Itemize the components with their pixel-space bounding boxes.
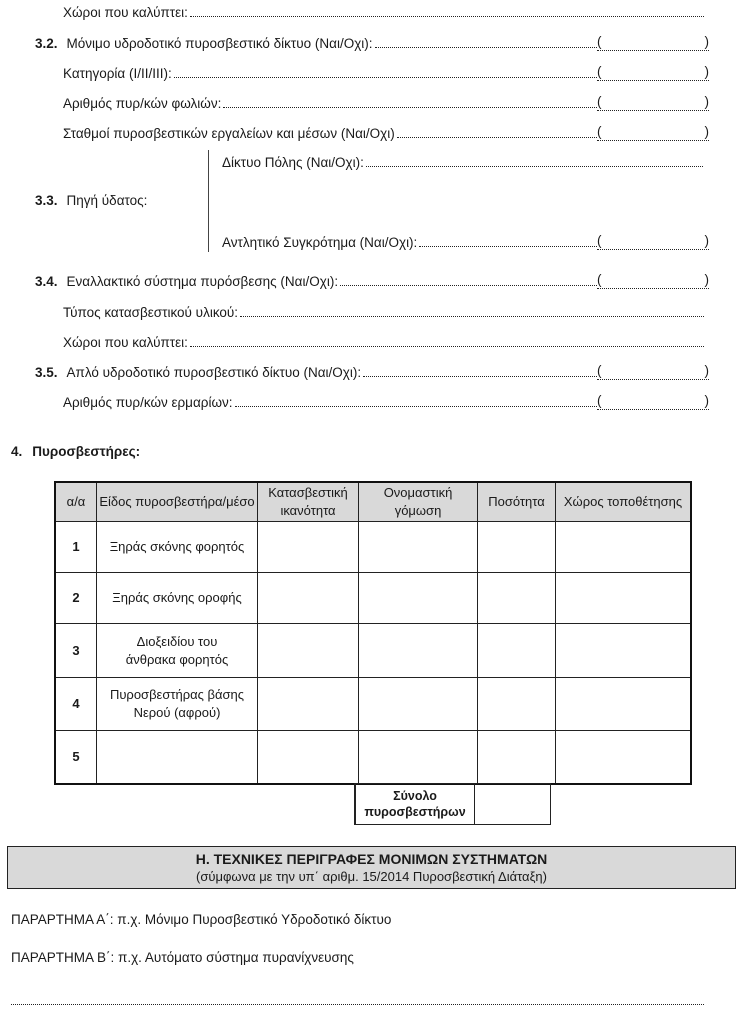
hose-cabinets-field[interactable] bbox=[223, 107, 597, 108]
alt-system-field[interactable] bbox=[340, 285, 597, 286]
bottom-dotted-line[interactable] bbox=[11, 1004, 704, 1005]
total-label: Σύνολο πυροσβεστήρων bbox=[354, 783, 475, 825]
areas-field[interactable] bbox=[190, 16, 704, 17]
col-header: Κατασβεστική ικανότητα bbox=[258, 482, 359, 522]
alt-system-paren-field[interactable]: ( ) bbox=[597, 272, 709, 287]
city-network-field[interactable] bbox=[366, 166, 703, 167]
annex-b: ΠΑΡΑΡΤΗΜΑ Β΄: π.χ. Αυτόματο σύστημα πυρανίχνευσης bbox=[11, 950, 354, 965]
total-row bbox=[354, 783, 551, 825]
pump-label: Αντλητικό Συγκρότημα (Ναι/Οχι): bbox=[222, 235, 418, 250]
alt-areas-field[interactable] bbox=[190, 346, 704, 347]
section-number: 3.4. bbox=[35, 274, 58, 289]
areas-line-top bbox=[63, 5, 704, 20]
row-agent-type bbox=[63, 305, 704, 320]
simple-network-field[interactable] bbox=[363, 376, 597, 377]
pump-paren-field[interactable]: ( ) bbox=[597, 233, 709, 248]
category-label: Κατηγορία (I/II/III): bbox=[63, 66, 172, 81]
table-row: 1 Ξηράς σκόνης φορητός bbox=[55, 522, 691, 573]
alt-system-label: Εναλλακτικό σύστημα πυρόσβεσης (Ναι/Οχι): bbox=[66, 274, 339, 289]
stations-paren-field[interactable]: ( ) bbox=[597, 124, 709, 139]
fixed-network-label: Μόνιμο υδροδοτικό πυροσβεστικό δίκτυο (Ναι/Οχι): bbox=[66, 36, 373, 51]
pump-field[interactable] bbox=[419, 246, 597, 247]
cabinets-count-paren-field[interactable]: ( ) bbox=[597, 393, 709, 408]
col-header: Χώρος τοποθέτησης bbox=[556, 482, 692, 522]
table-header-row bbox=[55, 482, 691, 522]
col-header: Ονομαστική γόμωση bbox=[359, 482, 478, 522]
agent-type-label: Τύπος κατασβεστικού υλικού: bbox=[63, 305, 239, 320]
section-h-banner bbox=[7, 846, 736, 889]
section-number: 3.2. bbox=[35, 36, 58, 51]
col-header: Ποσότητα bbox=[478, 482, 556, 522]
agent-type-field[interactable] bbox=[240, 316, 704, 317]
col-header: α/α bbox=[55, 482, 97, 522]
extinguishers-title: Πυροσβεστήρες: bbox=[32, 444, 141, 459]
water-source-heading: 3.3. Πηγή ύδατος: bbox=[35, 193, 148, 208]
row-pump bbox=[222, 234, 709, 250]
row-3-4 bbox=[35, 273, 709, 289]
fixed-network-field[interactable] bbox=[375, 47, 597, 48]
row-category bbox=[63, 65, 709, 81]
row-hose-cabinets bbox=[63, 95, 709, 111]
row-cabinets-count bbox=[63, 394, 709, 410]
stations-field[interactable] bbox=[397, 137, 597, 138]
table-row: 5 bbox=[55, 731, 691, 784]
water-source-divider bbox=[208, 150, 209, 252]
water-source-label: Πηγή ύδατος: bbox=[66, 193, 148, 208]
extinguishers-heading: 4. Πυροσβεστήρες: bbox=[11, 444, 141, 459]
annex-a: ΠΑΡΑΡΤΗΜΑ Α΄: π.χ. Μόνιμο Πυροσβεστικό Υδροδοτικό δίκτυο bbox=[11, 912, 392, 927]
fixed-network-paren-field[interactable]: ( ) bbox=[597, 34, 709, 49]
hose-cabinets-label: Αριθμός πυρ/κών φωλιών: bbox=[63, 96, 222, 111]
extinguishers-table bbox=[54, 481, 692, 785]
table-row: 4 Πυροσβεστήρας βάσης Νερού (αφρού) bbox=[55, 678, 691, 731]
category-paren-field[interactable]: ( ) bbox=[597, 64, 709, 79]
stations-label: Σταθμοί πυροσβεστικών εργαλείων και μέσων (Ναι/Οχι) bbox=[63, 126, 395, 141]
alt-areas-label: Χώροι που καλύπτει: bbox=[63, 335, 188, 350]
hose-cabinets-paren-field[interactable]: ( ) bbox=[597, 94, 709, 109]
category-field[interactable] bbox=[174, 77, 597, 78]
section-number: 3.5. bbox=[35, 365, 58, 380]
section-h-subtitle: (σύμφωνα με την υπ΄ αριθμ. 15/2014 Πυροσβεστική Διάταξη) bbox=[196, 869, 547, 884]
row-stations bbox=[63, 125, 709, 141]
row-3-2 bbox=[35, 35, 709, 51]
table-row: 2 Ξηράς σκόνης οροφής bbox=[55, 573, 691, 624]
cabinets-count-label: Αριθμός πυρ/κών ερμαρίων: bbox=[63, 395, 233, 410]
section-h-title: Η. ΤΕΧΝΙΚΕΣ ΠΕΡΙΓΡΑΦΕΣ ΜΟΝΙΜΩΝ ΣΥΣΤΗΜΑΤΩΝ bbox=[195, 851, 548, 867]
simple-network-label: Απλό υδροδοτικό πυροσβεστικό δίκτυο (Ναι/Οχι): bbox=[66, 365, 362, 380]
city-network-label: Δίκτυο Πόλης (Ναι/Οχι): bbox=[222, 155, 364, 170]
cabinets-count-field[interactable] bbox=[235, 406, 598, 407]
row-3-5 bbox=[35, 364, 709, 380]
areas-label: Χώροι που καλύπτει: bbox=[63, 5, 188, 20]
row-alt-areas bbox=[63, 335, 704, 350]
row-city-network bbox=[222, 155, 703, 170]
simple-network-paren-field[interactable]: ( ) bbox=[597, 363, 709, 378]
total-value-field[interactable] bbox=[475, 783, 551, 825]
table-row: 3 Διοξειδίου του άνθρακα φορητός bbox=[55, 624, 691, 678]
col-header: Είδος πυροσβεστήρα/μέσο bbox=[97, 482, 258, 522]
